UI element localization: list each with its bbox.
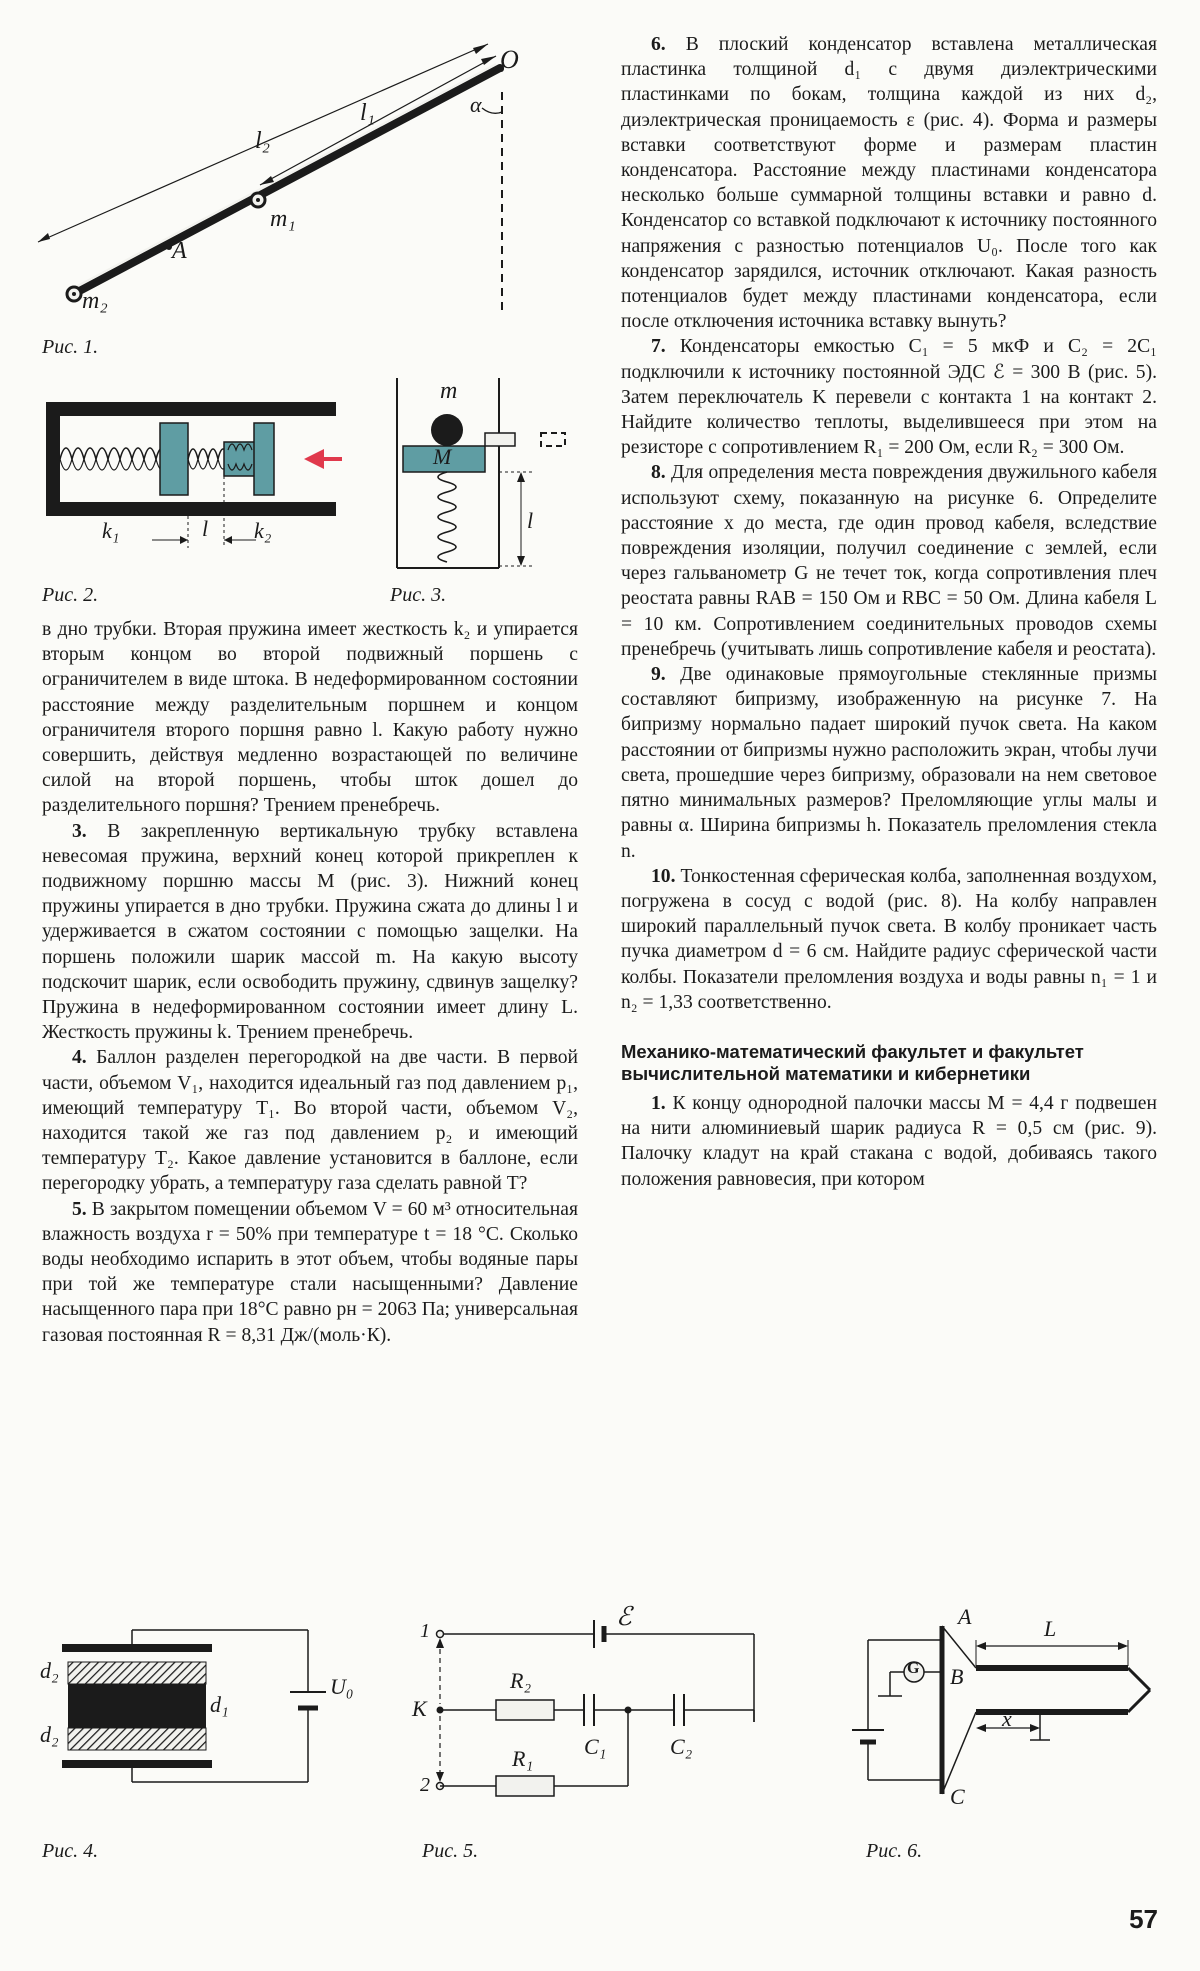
problem-4-text: Баллон разделен перегородкой на две части. В первой части, объемом V₁, находится идеальный газ под давлением p₁, имеющий температуру T₁. Во второй части, объемом V₂, находится такой же газ под давлением p₂ и имеющий температуру T₂. Какое давление установится в баллоне, если перегородку убрать, а температуру газа сделать равной T? xyxy=(42,1047,578,1195)
problem-9 xyxy=(621,662,1157,864)
label-M: M xyxy=(433,444,452,469)
label-A-fig6: A xyxy=(958,1604,972,1629)
right-column xyxy=(621,32,1157,1192)
label-d2-bottom: d₂ xyxy=(40,1722,59,1747)
label-contact-1: 1 xyxy=(420,1620,430,1642)
label-U0: U₀ xyxy=(330,1674,354,1699)
caption-fig6: Рис. 6. xyxy=(866,1840,923,1862)
figure-6-cable xyxy=(828,1604,1173,1810)
problem-3-number: 3. xyxy=(72,820,87,842)
label-K: K xyxy=(412,1696,427,1721)
problem-6-number: 6. xyxy=(651,34,666,55)
label-G: G xyxy=(907,1660,920,1677)
figure-1-rod xyxy=(30,40,530,314)
section-heading: Механико-математический факультет и факультет вычислительной математики и кибернетики xyxy=(621,1040,1084,1084)
label-m1: m₁ xyxy=(270,206,296,232)
label-d2-top: d₂ xyxy=(40,1658,59,1683)
label-x: x xyxy=(1002,1706,1012,1731)
problem-10-text: Тонкостенная сферическая колба, заполненная воздухом, погружена в сосуд с водой (рис. 8). На колбу направлен широкий параллельный пучок света. В колбу проникает часть пучка диаметром d = 6 см. Найдите радиус сферической части колбы. Показатели преломления воздуха и воды равны n₁ = 1 и n₂ = 1,33 соответственно. xyxy=(621,865,1157,1013)
problem-8-text: Для определения места повреждения двужильного кабеля используют схему, показанную на рисунке 6. Определите расстояние x до места, где один провод кабеля, вследствие повреждения изоляции, получил соединение с землей, если через гальванометр G не течет ток, когда сопротивления плеч реостата равны RAB = 150 Ом и RBC = 50 Ом. Длина кабеля L = 10 км. Сопротивлением соединительных проводов схемы пренебречь (учитывать лишь сопротивление кабеля и реостата). xyxy=(621,462,1157,660)
label-k2: k₂ xyxy=(254,518,272,543)
label-C2: C₂ xyxy=(670,1734,693,1759)
page-number: 57 xyxy=(1129,1904,1158,1934)
problem-7-text: Конденсаторы емкостью C₁ = 5 мкФ и C₂ = 2C₁ подключили к источнику постоянной ЭДС ℰ = 300 В (рис. 5). Затем переключатель K перевели с контакта 1 на контакт 2. Найдите количество теплоты, выделившееся при этом на резисторе с сопротивлением R₁ = 200 Ом, если R₂ = 300 Ом. xyxy=(621,336,1157,459)
figure-2-tube xyxy=(42,398,362,558)
problem-5-number: 5. xyxy=(72,1198,87,1220)
problem-4-number: 4. xyxy=(72,1047,87,1069)
problem-9-number: 9. xyxy=(651,664,666,686)
label-m: m xyxy=(440,378,458,404)
label-B: B xyxy=(950,1664,964,1689)
label-l: l xyxy=(202,516,209,541)
label-emf: ℰ xyxy=(616,1602,632,1631)
label-contact-2: 2 xyxy=(420,1774,430,1796)
problem-7-number: 7. xyxy=(651,336,666,358)
label-A: A xyxy=(172,238,187,264)
section-problem-1-text: К концу однородной палочки массы M = 4,4 г подвешен на нити алюминиевый шарик радиуса R = 0,5 см (рис. 9). Палочку кладут на край стакана с водой, добиваясь такого положения равновесия, при котором xyxy=(621,1092,1157,1190)
problem-8-number: 8. xyxy=(651,462,666,484)
label-alpha: α xyxy=(470,92,482,117)
problem-3-text: В закрепленную вертикальную трубку вставлена невесомая пружина, верхний конец которой прикреплен к подвижному поршню массы M (рис. 3). Нижний конец пружины упирается в дно трубки. Пружина сжата до длины l и удерживается в сжатом состоянии с помощью защелки. На поршень положили шарик массой m. На какую высоту подскочит шарик, если освободить пружину, сдвинув защелку? Пружина в недеформированном состоянии имеет длину L. Жесткость пружины k. Трением пренебречь. xyxy=(42,820,578,1044)
label-C1: C₁ xyxy=(584,1734,607,1759)
section-problem-1 xyxy=(621,1091,1157,1192)
problem-10 xyxy=(621,864,1157,1015)
caption-fig2: Рис. 2. xyxy=(42,584,99,606)
left-column xyxy=(42,617,578,1348)
problem-6 xyxy=(621,32,1157,334)
problem-6-text: В плоский конденсатор вставлена металлическая пластинка толщиной d₁ с двумя диэлектрическими пластинками по бокам, толщина каждой из них d₂, диэлектрическая проницаемость ε (рис. 4). Форма и размеры вставки соответствуют форме и размерам пластин конденсатора. Расстояние между пластинами конденсатора несколько больше суммарной толщины вставки и равно d. Конденсатор со вставкой подключают к источнику постоянного напряжения с разностью потенциалов U₀. После того как конденсатор зарядился, источник отключают. Какая разность потенциалов будет между пластинами конденсатора, если после отключения источника вставку вынуть? xyxy=(621,34,1157,333)
label-d1: d₁ xyxy=(210,1692,229,1717)
section-problem-1-number: 1. xyxy=(651,1092,666,1114)
problem-10-number: 10. xyxy=(651,865,676,887)
problem-9-text: Две одинаковые прямоугольные стеклянные призмы составляют бипризму, изображенную на рисунке 7. На бипризму нормально падает широкий пучок света. На каком расстоянии от бипризмы нужно расположить экран, чтобы лучи света, прошедшие через бипризму, образовали на нем световое пятно минимальных размеров? Преломляющие углы малы и равны α. Ширина бипризмы h. Показатель преломления стекла n. xyxy=(621,664,1157,862)
caption-fig5: Рис. 5. xyxy=(422,1840,479,1862)
problem-3 xyxy=(42,819,578,1046)
caption-fig4: Рис. 4. xyxy=(42,1840,99,1862)
label-R1: R₁ xyxy=(512,1746,534,1771)
figure-5-circuit xyxy=(404,1602,774,1810)
problem-2-tail: в дно трубки. Вторая пружина имеет жесткость k₂ и упирается вторым концом во второй подвижный поршень с ограничителем в виде штока. В недеформированном состоянии расстояние между разделительным поршнем и концом ограничителя второго поршня равно l. Какую работу нужно совершить, действуя медленно возрастающей по величине силой на второй поршень, чтобы шток дошел до разделительного поршня? Трением пренебречь. xyxy=(42,619,578,817)
label-k1: k₁ xyxy=(102,518,120,543)
label-l1: l₁ xyxy=(360,100,376,126)
label-L: L xyxy=(1044,1616,1057,1641)
problem-5-text: В закрытом помещении объемом V = 60 м³ относительная влажность воздуха r = 50% при температуре t = 18 °C. Сколько воды необходимо испарить в этот объем, чтобы водяные пары при той же температуре стали насыщенными? Давление насыщенного пара при 18°C равно pн = 2063 Па; универсальная газовая постоянная R = 8,31 Дж/(моль·К). xyxy=(42,1198,578,1346)
problem-5 xyxy=(42,1197,578,1348)
problem-4 xyxy=(42,1045,578,1196)
caption-fig1: Рис. 1. xyxy=(42,336,99,358)
label-l2: l₂ xyxy=(255,128,271,154)
caption-fig3: Рис. 3. xyxy=(390,584,447,606)
label-O: O xyxy=(500,45,519,74)
figure-3-vertical-tube xyxy=(385,378,595,578)
label-m2: m₂ xyxy=(82,288,108,314)
label-l-fig3: l xyxy=(527,508,534,533)
problem-8 xyxy=(621,460,1157,662)
label-C-fig6: C xyxy=(950,1784,965,1809)
figure-4-capacitor xyxy=(40,1618,360,1798)
label-R2: R₂ xyxy=(510,1668,532,1693)
problem-7 xyxy=(621,334,1157,460)
